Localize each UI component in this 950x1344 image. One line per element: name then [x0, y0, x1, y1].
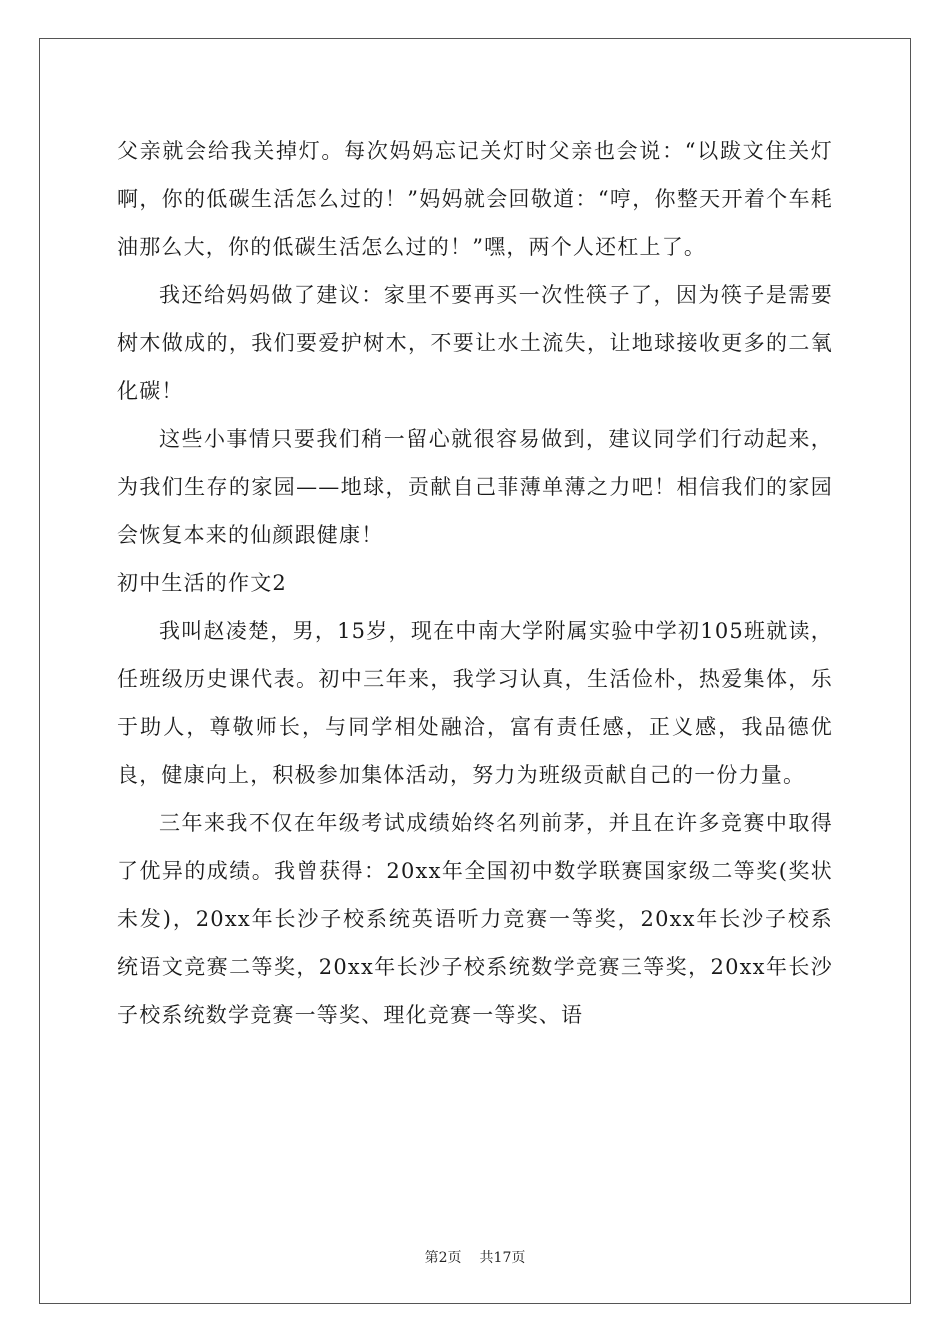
page-number: 第2页	[424, 1250, 462, 1266]
paragraph: 我还给妈妈做了建议：家里不要再买一次性筷子了，因为筷子是需要树木做成的，我们要爱护树木，不要让水土流失，让地球接收更多的二氧化碳！	[117, 283, 833, 403]
paragraph: 父亲就会给我关掉灯。每次妈妈忘记关灯时父亲也会说：“以跋文住关灯啊，你的低碳生活怎么过的！”妈妈就会回敬道：“哼，你整天开着个车耗油那么大，你的低碳生活怎么过的！”嘿，两个人还杠上了。	[117, 139, 833, 259]
document-body	[117, 127, 833, 1039]
paragraph: 这些小事情只要我们稍一留心就很容易做到，建议同学们行动起来，为我们生存的家园——地球，贡献自己菲薄单薄之力吧！相信我们的家园会恢复本来的仙颜跟健康！	[117, 427, 833, 547]
page-footer	[0, 1247, 950, 1267]
paragraph: 我叫赵凌楚，男，15岁，现在中南大学附属实验中学初105班就读，任班级历史课代表。初中三年来，我学习认真，生活俭朴，热爱集体，乐于助人，尊敬师长，与同学相处融洽，富有责任感，正义感，我品德优良，健康向上，积极参加集体活动，努力为班级贡献自己的一份力量。	[117, 619, 833, 787]
page-total: 共17页	[479, 1250, 526, 1266]
paragraph: 三年来我不仅在年级考试成绩始终名列前茅，并且在许多竞赛中取得了优异的成绩。我曾获得：20xx年全国初中数学联赛国家级二等奖(奖状未发)，20xx年长沙子校系统英语听力竞赛一等奖，20xx年长沙子校系统语文竞赛二等奖，20xx年长沙子校系统数学竞赛三等奖，20xx年长沙子校系统数学竞赛一等奖、理化竞赛一等奖、语	[117, 811, 833, 1027]
section-heading: 初中生活的作文2	[117, 571, 287, 595]
